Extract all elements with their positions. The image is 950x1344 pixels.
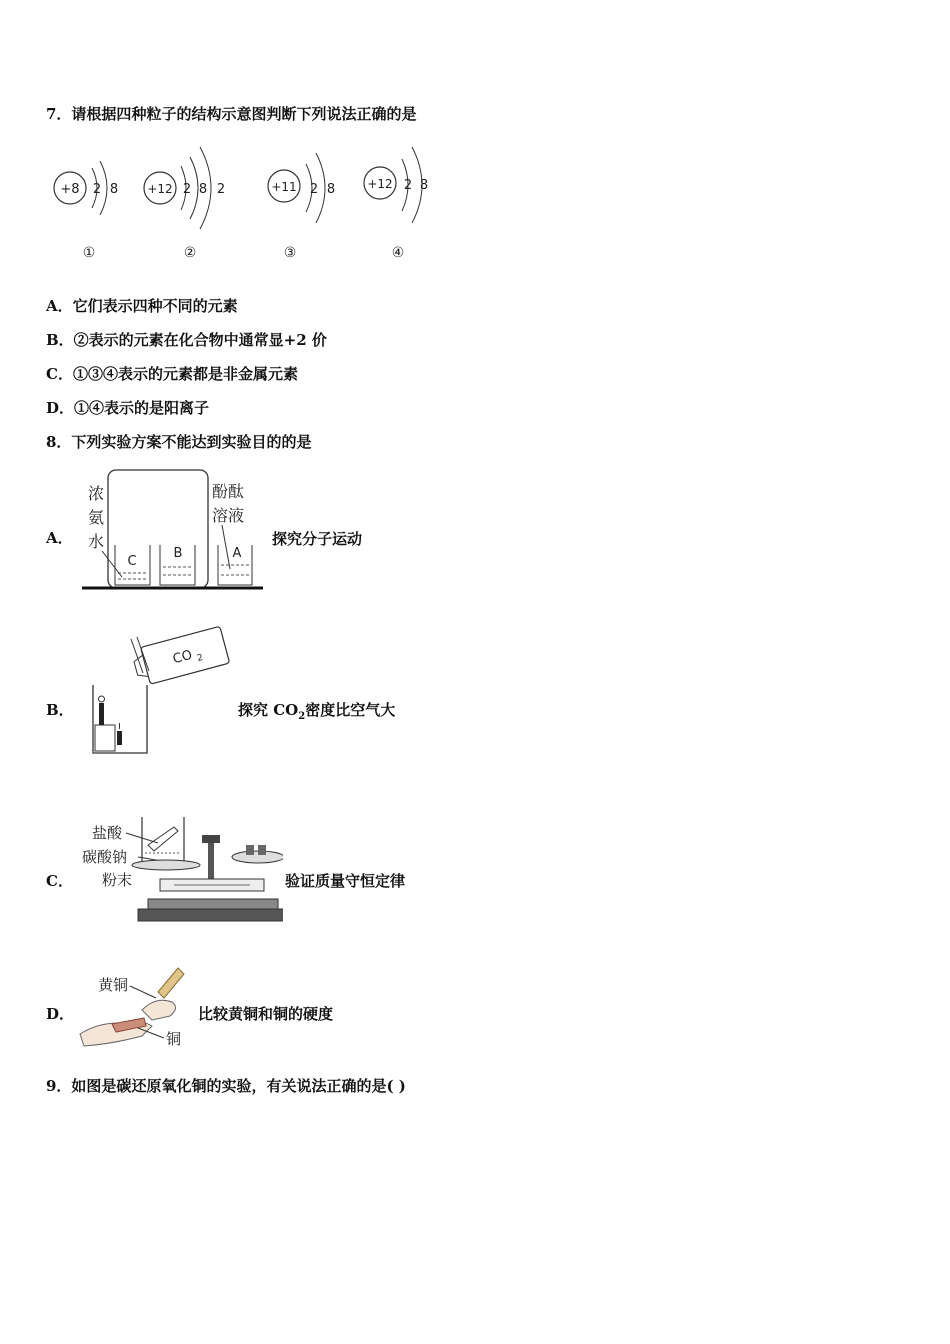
powder-label: 粉末 — [102, 871, 133, 889]
q7-option-a: A．它们表示四种不同的元素 — [46, 297, 238, 315]
brass-label: 黄铜 — [98, 976, 129, 994]
question-7-stem: 7．请根据四种粒子的结构示意图判断下列说法正确的是 — [46, 105, 417, 123]
particle-2-shell-3: 2 — [216, 182, 226, 197]
q8-option-c-caption: 验证质量守恒定律 — [285, 872, 406, 890]
q8-option-a-caption: 探究分子运动 — [272, 530, 363, 548]
copper-label: 铜 — [166, 1030, 182, 1048]
salt-label: 碳酸钠 — [82, 848, 128, 866]
particle-3-nucleus: +11 — [271, 180, 297, 194]
question-8-stem: 8．下列实验方案不能达到实验目的的是 — [46, 433, 312, 451]
particle-2-diagram — [144, 147, 225, 261]
brass-copper-hardness — [72, 962, 197, 1054]
ammonia-label-1: 浓 — [88, 484, 105, 503]
co2-gas-bottle — [131, 626, 230, 687]
particle-1-diagram — [54, 161, 118, 261]
beaker-b-label: B — [173, 546, 183, 561]
particle-1-marker: ① — [82, 245, 96, 261]
beaker-a-label: A — [232, 546, 242, 561]
particle-3-shell-2: 8 — [326, 182, 336, 197]
phenolphthalein-label-1: 酚酞 — [212, 482, 245, 501]
q7-option-c: C．①③④表示的元素都是非金属元素 — [46, 365, 298, 383]
bottle-label-sub: 2 — [196, 652, 205, 664]
particle-4-diagram — [364, 147, 428, 261]
q8-option-a-letter: A． — [46, 529, 73, 547]
ammonia-label-3: 水 — [88, 532, 105, 551]
beaker-c-label: C — [127, 554, 137, 569]
particle-2-shell-2: 8 — [198, 182, 208, 197]
particle-2-marker: ② — [183, 245, 197, 261]
particle-1-shell-2: 8 — [109, 182, 119, 197]
q8-option-d-letter: D． — [46, 1005, 75, 1023]
particle-1-shell-1: 2 — [92, 182, 102, 197]
ammonia-label-2: 氨 — [88, 508, 105, 527]
large-beaker-cover — [108, 470, 208, 588]
particle-1-nucleus: +8 — [60, 182, 80, 197]
particle-3-diagram — [268, 153, 335, 261]
question-9-stem: 9．如图是碳还原氧化铜的实验，有关说法正确的是( ) — [46, 1077, 406, 1095]
q8-option-b-caption: 探究 $CO_2$密度比空气大 — [238, 701, 396, 722]
particle-3-shell-1: 2 — [309, 182, 319, 197]
mass-conservation-balance — [78, 805, 283, 925]
particle-2-nucleus: +12 — [147, 182, 173, 196]
q8-option-b-letter: B． — [46, 701, 74, 719]
atom-structure-diagrams — [46, 135, 446, 265]
bottle-label: CO — [171, 647, 194, 668]
co2-density-apparatus — [85, 625, 235, 760]
particle-4-shell-2: 8 — [419, 178, 429, 193]
phenolphthalein-label-2: 溶液 — [212, 506, 245, 525]
particle-4-nucleus: +12 — [367, 177, 393, 191]
particle-3-marker: ③ — [283, 245, 297, 261]
particle-2-shell-1: 2 — [182, 182, 192, 197]
particle-4-shell-1: 2 — [403, 178, 413, 193]
acid-label: 盐酸 — [92, 824, 123, 842]
particle-4-marker: ④ — [391, 245, 405, 261]
q7-option-d: D．①④表示的是阳离子 — [46, 399, 210, 417]
molecular-motion-apparatus — [80, 465, 265, 595]
q8-option-d-caption: 比较黄铜和铜的硬度 — [198, 1005, 334, 1023]
q8-option-c-letter: C． — [46, 872, 73, 890]
q7-option-b: B．②表示的元素在化合物中通常显+2 价 — [46, 331, 327, 349]
